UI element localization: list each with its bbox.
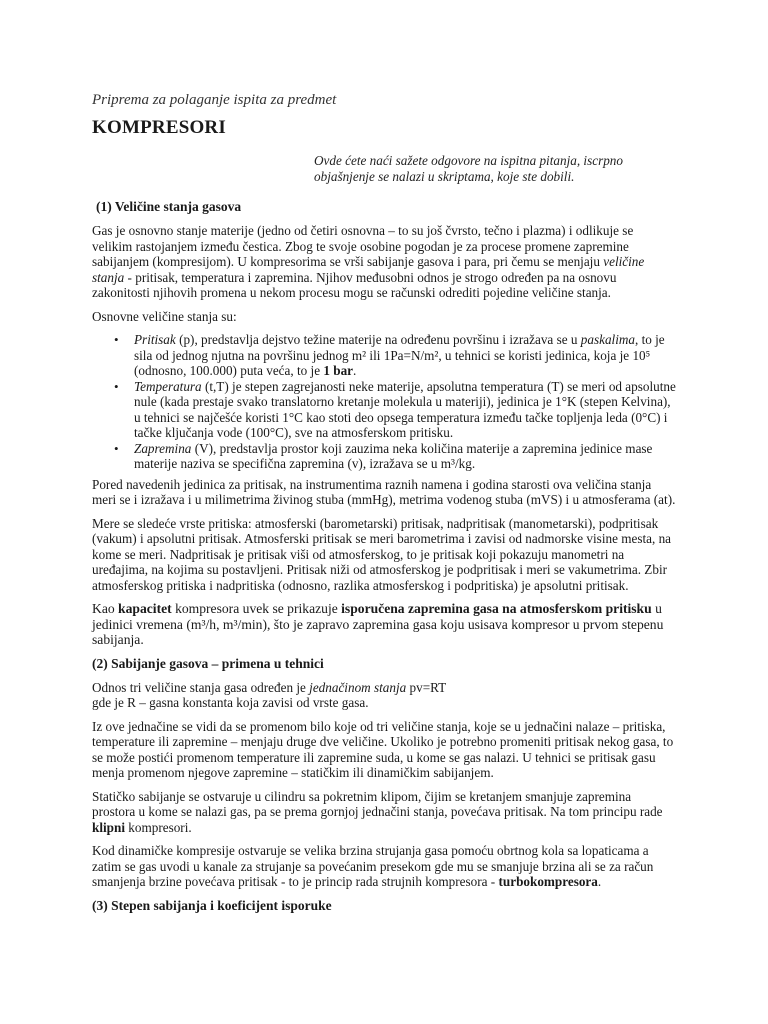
course-line: Priprema za polaganje ispita za predmet	[92, 92, 337, 108]
text-run: (t,T) je stepen zagrejanosti neke materije, apsolutna temperatura (T) se meri od apsolutne nule (kada prestaje svako translatorno kretanje molekula u materiji), jedinica je 1°K (stepen Kelvina), u tehnici se najčešće koristi 1°C kao stoti deo opsega temperatura između tačke topljenja leda (0°C) i tačke ključanja vode (100°C), sve na atmosferskom pritisku.	[134, 378, 676, 440]
term-volume: Zapremina	[134, 440, 192, 456]
text-run: (p), predstavlja dejstvo težine materije na određenu površinu i izražava se u	[175, 332, 581, 347]
text-run: Kod dinamičke kompresije ostvaruje se velika brzina strujanja gasa pomoću obrtnog kola sa lopaticama a zatim se gas uvodi u kanale za strujanje sa povećanim presekom gde mu se smanjuje brzina ali se za račun smanjenja brzine povećava pritisak - to je princip rada strujnih kompresora -	[92, 843, 654, 889]
bullet-icon: •	[114, 440, 119, 456]
list-item-pressure	[114, 332, 676, 379]
emphasis-text: paskalima	[580, 332, 635, 347]
text-run: (V), predstavlja prostor koji zauzima neka količina materije a zapremina jedinice mase materije naziva se specifična zapremina (v), izražava se u m³/kg.	[134, 440, 653, 471]
text-run: , to je sila od jednog njutna na površinu jednog m² ili 1Pa=N/m², u tehnici se koristi jedinica, koja je 10⁵ (odnosno, 100.000) puta veća, to je	[134, 332, 665, 378]
section-3-heading: (3) Stepen sabijanja i koeficijent isporuke	[92, 897, 332, 913]
section-1-heading: (1) Veličine stanja gasova	[96, 199, 242, 214]
term-pressure: Pritisak	[134, 332, 176, 347]
bullet-icon: •	[114, 378, 119, 394]
text-run: kompresora uvek se prikazuje	[171, 601, 342, 616]
list-item-temperature	[114, 378, 676, 441]
section-2-paragraph-1	[92, 680, 676, 711]
section-1-paragraph-5	[92, 601, 676, 648]
strong-text: 1 bar	[323, 363, 354, 378]
strong-text: kapacitet	[118, 601, 172, 616]
text-run: gde je R – gasna konstanta koja zavisi od vrste gasa.	[92, 695, 369, 710]
bullet-icon: •	[114, 332, 119, 347]
emphasis-text: veličine stanja	[92, 254, 645, 285]
strong-text: isporučena zapremina gasa na atmosferskom pritisku	[341, 601, 652, 616]
section-1-paragraph-2: Osnovne veličine stanja su:	[92, 308, 237, 324]
text-run: - pritisak, temperatura i zapremina. Njihov međusobni odnos je strogo određen pa na osnovu zakonitosti njihovih promena u nekom procesu mogu se računski odrediti pojedine veličine stanja.	[92, 269, 617, 300]
section-1-paragraph-3: Pored navedenih jedinica za pritisak, na instrumentima raznih namena i godina starosti ova veličina stanja meri se i izražava i u milimetrima živinog stuba (mmHg), metrima vodenog stuba (mVS) i u atmosferama (at).	[92, 476, 676, 507]
text-run: u jedinici vremena (m³/h, m³/min), što je zapravo zapremina gasa koju usisava kompresor u prvom stepenu sabijanja.	[92, 601, 664, 647]
text-run: .	[597, 874, 602, 889]
section-1-paragraph-4: Mere se sledeće vrste pritiska: atmosferski (barometarski) pritisak, nadpritisak (manometarski), podpritisak (vakum) i apsolutni pritisak. Atmosferski pritisak se meri barometrima i zavisi od nadmorske visine mesta, na kome se meri. Nadpritisak je pritisak viši od atmosferskog, to je pritisak koji pokazuju manometri na uređajima, na kojima su postavljeni. Pritisak niži od atmosferskog je podpritisak i meri se vakumetrima. Zbir atmosferskog pritiska i nadpritiska (odnosno, razlika atmosferskog i podpritiska) je apsolutni pritisak.	[92, 515, 672, 593]
intro-note: Ovde ćete naći sažete odgovore na ispitna pitanja, iscrpno objašnjenje se nalazi u skriptama, koje ste dobili.	[314, 153, 623, 184]
text-run: Odnos tri veličine stanja gasa određen je	[92, 679, 310, 695]
document-title: KOMPRESORI	[92, 117, 226, 138]
text-run: Kao	[92, 601, 119, 616]
text-run: Gas je osnovno stanje materije (jedno od četiri osnovna – to su još čvrsto, tečno i plazma) i odlikuje se velikim rastojanjem između čestica. Zbog te svoje osobine pogodan je za procese promene zapremine sabijanjem (kompresijom). U kompresorima se vrši sabijanje gasova i para, pri čemu se menjaju	[92, 223, 634, 269]
term-temperature: Temperatura	[134, 378, 202, 394]
section-2-paragraph-2: Iz ove jednačine se vidi da se promenom bilo koje od tri veličine stanja, koje se u jednačini nalaze – pritiska, temperature ili zapremine – menjaju druge dve veličine. Ukoliko je potrebno promeniti pritisak nekog gasa, to se može postići promenom temperature ili zapremine suda, u kome se gas nalazi. U tehnici se pritisak gasu menja promenom njegove zapremine – statičkim ili dinamičkim sabijanjem.	[92, 718, 674, 780]
section-1-paragraph-1	[92, 223, 676, 301]
text-run: kompresori.	[125, 819, 192, 835]
section-2-paragraph-4	[92, 843, 676, 890]
text-run: Statičko sabijanje se ostvaruje u cilindru sa pokretnim klipom, čijim se kretanjem smanjuje zapremina prostora u kome se nalazi gas, pa se prema gornjoj jednačini stanja, povećava pritisak. Na tom principu rade	[92, 788, 663, 819]
state-variables-list	[92, 332, 676, 472]
strong-text: turbokompresora	[498, 874, 598, 889]
text-run: pv=RT	[406, 679, 447, 695]
emphasis-text: jednačinom stanja	[309, 679, 407, 695]
text-run: .	[353, 363, 357, 378]
strong-text: klipni	[92, 819, 125, 835]
list-item-volume	[114, 440, 676, 472]
section-2-heading: (2) Sabijanje gasova – primena u tehnici	[92, 655, 324, 671]
section-2-paragraph-3	[92, 789, 676, 836]
